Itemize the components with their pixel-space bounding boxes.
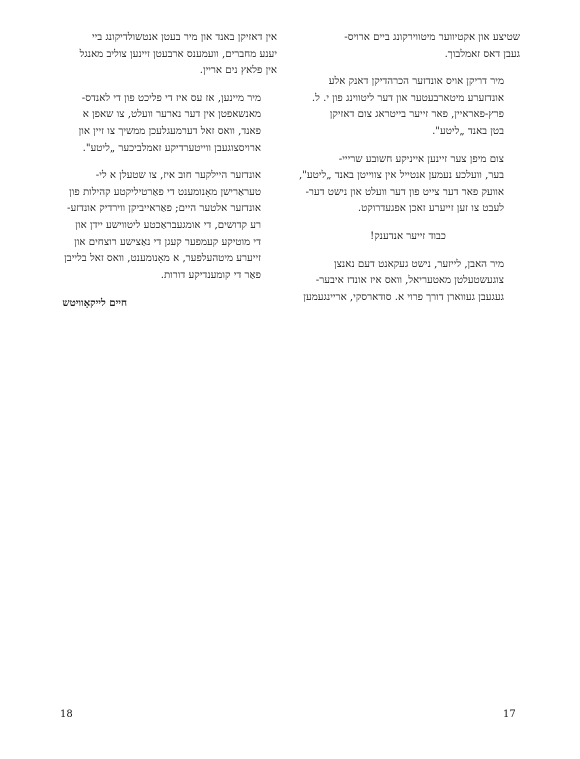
text-line: אונדזער אלטער היים; פאַראייביקן ווירדיק אונדזע-: [67, 203, 261, 215]
paragraph: [52, 91, 277, 157]
text-line: געגעבן געווארן דורך פרוי א. סודארסקי, אריינגעמען: [303, 291, 504, 303]
paragraph: [296, 152, 520, 218]
text-line: יענע מחברים, וועמענס ארבעטן זיינען צוליב מאנגל: [79, 48, 277, 60]
paragraph: [296, 30, 520, 63]
text-line: אונדזערע מיטארבעטער און דער ליטווינג פון י. ל.: [311, 92, 504, 104]
text-line: שטיצע און אקטיווער מיטווירקונג ביים ארויס-: [344, 32, 520, 43]
right-column: [296, 30, 520, 317]
text-line: מיר דריקן אויס אונדזער הכרהדיקן דאנק אלע: [328, 76, 504, 88]
memorial-line: כבוד זייער אנדענק!: [370, 230, 446, 242]
text-line: אוועק פאר דער צייט פון דער וועלט און נישט דער-: [305, 186, 504, 198]
text-line: מיר האבן, לייזער, נישט געקאנט דעם נאנצן: [333, 258, 504, 270]
paragraph: [296, 74, 520, 140]
paragraph: [52, 30, 277, 80]
text-line: רע קדושים, די אומגעבראַכטע ליטווישע יידן און: [75, 219, 261, 231]
text-line: בטן באנד „ליטע".: [432, 125, 504, 137]
text-line: טעראַרישן מאָנומענט די פאַרטיליקטע קהילות פון: [69, 186, 261, 198]
author-signature: חיים לייקאָוויטש: [62, 297, 127, 310]
paragraph: [52, 168, 277, 284]
text-line: אונדזער היילקער חוב איז, צו שטעלן א לי-: [95, 170, 261, 182]
text-line: געבן דאס זאמלבוך.: [444, 48, 520, 60]
left-column: [52, 30, 277, 312]
text-line: פרץ-פאראיין, פאר זייער בייטראג צום דאזיקן: [329, 109, 504, 121]
text-line: די מוטיקע קעמפער קעגן די נאַצישע רוצחים און: [74, 236, 261, 248]
text-line: לעבט צו זען זייערע זאכן אפגעדרוקט.: [357, 203, 504, 215]
text-line: מאנשאפטן אין דער נארער וועלט, צו שאפן א: [82, 109, 261, 121]
text-line: פאנד, וואס זאל דערמעגלעכן ממשיך צו זיין און: [78, 125, 261, 137]
text-line: פאַר די קומענדיקע דורות.: [160, 269, 261, 281]
paragraph: [296, 257, 520, 307]
text-line: זייערע מיטהעלפער, א מאָנומענט, וואס זאל בלייבן: [64, 253, 261, 265]
text-line: צוגעשטעלטן מאטעריאל, וואס איז אונדז איבער-: [315, 275, 504, 287]
text-line: אין דאזיקן באנד און מיר בעטן אנטשולדיקונג ביי: [91, 32, 277, 43]
page-number-left: 18: [60, 709, 73, 720]
text-line: צום מיפן צער זיינען אייניקע חשובע שרייי-: [338, 153, 504, 165]
text-line: ארויסצוגעבן ווייטערדיקע זאמלביכער „ליטע".: [82, 142, 261, 154]
text-line: אין פלאץ נים אריין.: [199, 65, 277, 77]
text-line: מיר מיינען, אז עס איז די פליכט פון די לאנדס-: [81, 92, 261, 104]
page-number-right: 17: [503, 709, 516, 720]
text-line: בער, וועלכע נעמען אנטייל אין צווייטן באנד „ליטע",: [298, 170, 504, 182]
